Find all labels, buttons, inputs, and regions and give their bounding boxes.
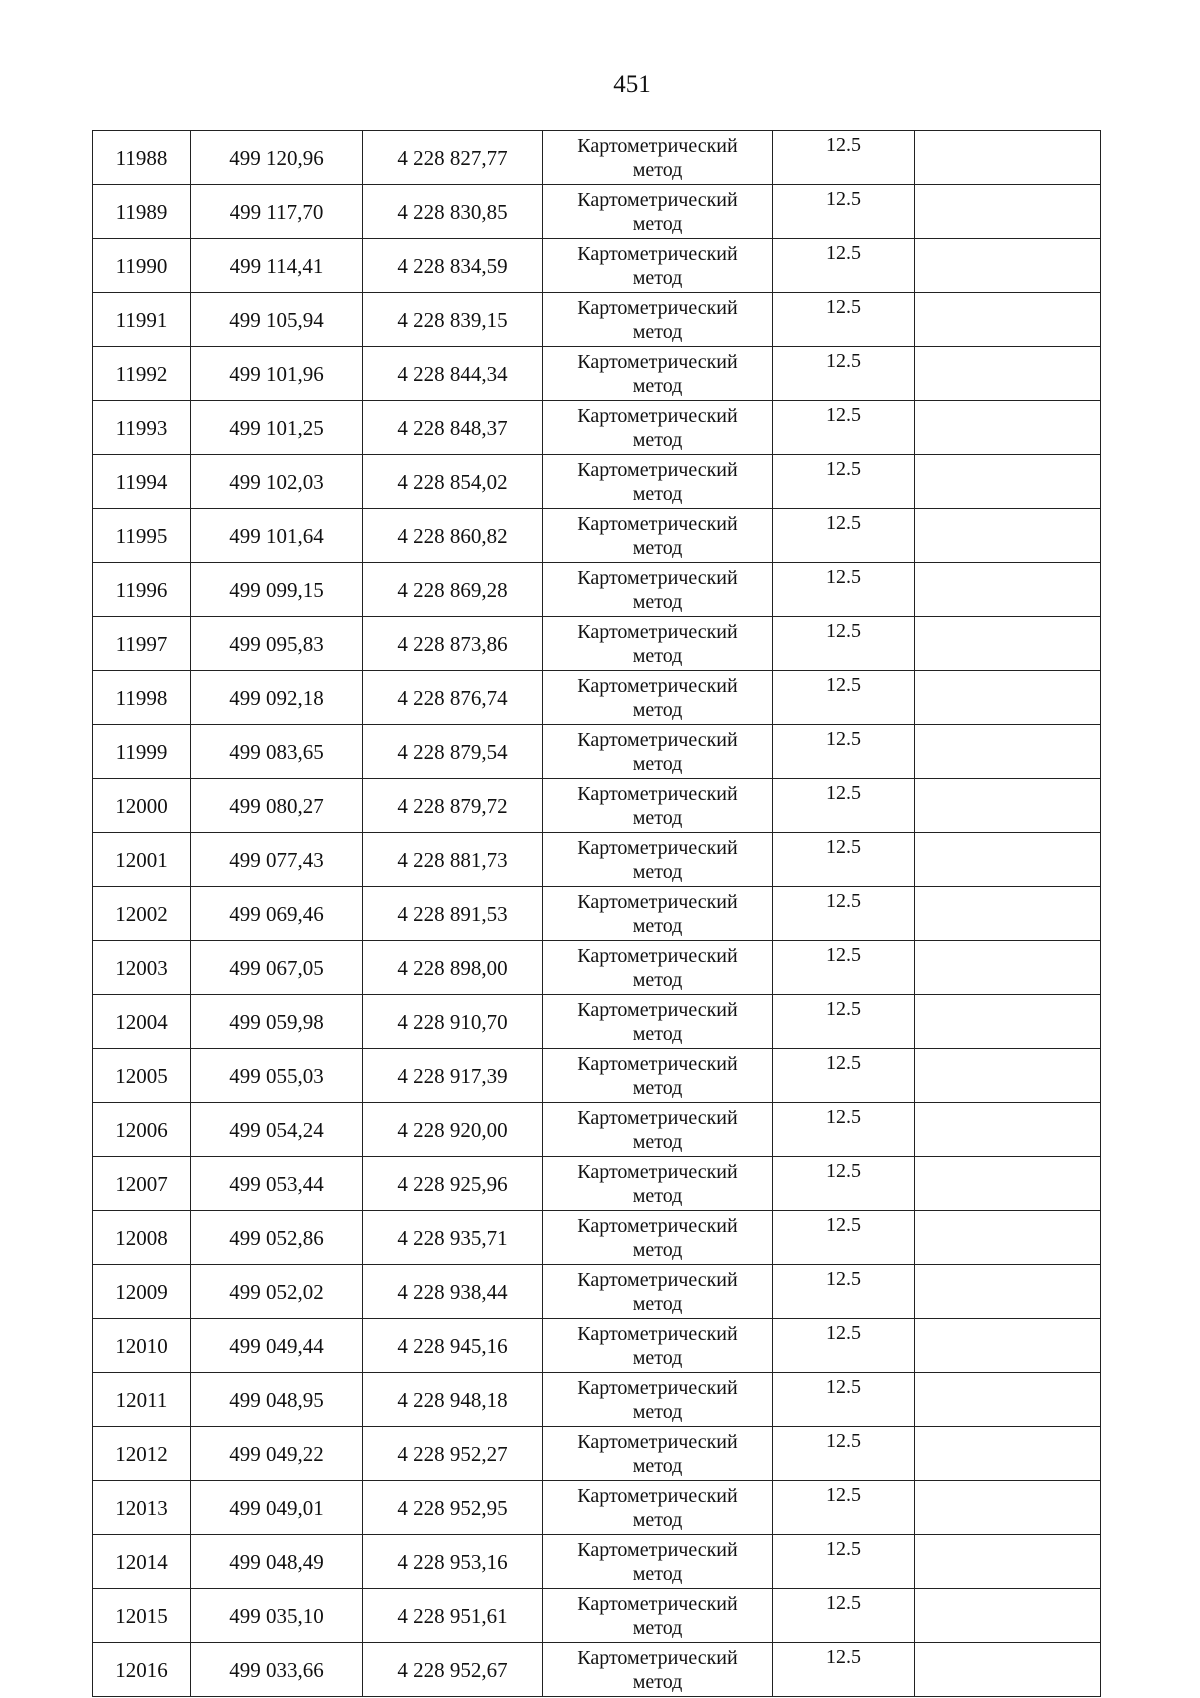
table-row <box>93 293 1101 347</box>
x-coordinate-cell: 499 052,02 <box>191 1265 363 1319</box>
method-line-1: Картометрический <box>577 728 738 751</box>
y-coordinate-cell: 4 228 917,39 <box>363 1049 543 1103</box>
table-row <box>93 1481 1101 1535</box>
method-cell <box>543 509 773 563</box>
method-cell <box>543 347 773 401</box>
note-cell <box>915 1373 1101 1427</box>
point-number-cell: 11999 <box>93 725 191 779</box>
point-number-cell: 12010 <box>93 1319 191 1373</box>
note-cell <box>915 509 1101 563</box>
y-coordinate-cell: 4 228 910,70 <box>363 995 543 1049</box>
method-line-2: метод <box>632 1616 683 1639</box>
method-cell <box>543 1589 773 1643</box>
x-coordinate-cell: 499 080,27 <box>191 779 363 833</box>
method-line-1: Картометрический <box>577 1106 738 1129</box>
note-cell <box>915 239 1101 293</box>
method-line-1: Картометрический <box>577 674 738 697</box>
x-coordinate-cell: 499 048,95 <box>191 1373 363 1427</box>
accuracy-cell: 12.5 <box>773 671 915 725</box>
method-cell <box>543 941 773 995</box>
method-line-1: Картометрический <box>577 512 738 535</box>
table-row <box>93 185 1101 239</box>
point-number-cell: 12009 <box>93 1265 191 1319</box>
accuracy-cell: 12.5 <box>773 1481 915 1535</box>
method-cell <box>543 833 773 887</box>
point-number-cell: 11994 <box>93 455 191 509</box>
method-line-2: метод <box>632 158 683 181</box>
method-cell <box>543 239 773 293</box>
point-number-cell: 11993 <box>93 401 191 455</box>
note-cell <box>915 671 1101 725</box>
x-coordinate-cell: 499 099,15 <box>191 563 363 617</box>
table-row <box>93 617 1101 671</box>
point-number-cell: 12004 <box>93 995 191 1049</box>
note-cell <box>915 941 1101 995</box>
point-number-cell: 11990 <box>93 239 191 293</box>
accuracy-cell: 12.5 <box>773 1535 915 1589</box>
method-line-2: метод <box>632 1292 683 1315</box>
x-coordinate-cell: 499 055,03 <box>191 1049 363 1103</box>
note-cell <box>915 1589 1101 1643</box>
x-coordinate-cell: 499 053,44 <box>191 1157 363 1211</box>
accuracy-cell: 12.5 <box>773 1049 915 1103</box>
method-line-2: метод <box>632 1238 683 1261</box>
accuracy-cell: 12.5 <box>773 1427 915 1481</box>
method-line-2: метод <box>632 1508 683 1531</box>
method-line-1: Картометрический <box>577 1376 738 1399</box>
y-coordinate-cell: 4 228 848,37 <box>363 401 543 455</box>
note-cell <box>915 1157 1101 1211</box>
table-row <box>93 1427 1101 1481</box>
table-row <box>93 563 1101 617</box>
method-line-2: метод <box>632 860 683 883</box>
point-number-cell: 11998 <box>93 671 191 725</box>
method-cell <box>543 1481 773 1535</box>
y-coordinate-cell: 4 228 935,71 <box>363 1211 543 1265</box>
method-line-1: Картометрический <box>577 836 738 859</box>
point-number-cell: 12013 <box>93 1481 191 1535</box>
accuracy-cell: 12.5 <box>773 563 915 617</box>
table-row <box>93 239 1101 293</box>
accuracy-cell: 12.5 <box>773 1319 915 1373</box>
method-line-2: метод <box>632 1346 683 1369</box>
method-line-1: Картометрический <box>577 998 738 1021</box>
point-number-cell: 12007 <box>93 1157 191 1211</box>
note-cell <box>915 455 1101 509</box>
accuracy-cell: 12.5 <box>773 887 915 941</box>
x-coordinate-cell: 499 048,49 <box>191 1535 363 1589</box>
note-cell <box>915 1103 1101 1157</box>
method-line-1: Картометрический <box>577 134 738 157</box>
y-coordinate-cell: 4 228 948,18 <box>363 1373 543 1427</box>
x-coordinate-cell: 499 049,01 <box>191 1481 363 1535</box>
method-line-2: метод <box>632 1670 683 1693</box>
accuracy-cell: 12.5 <box>773 293 915 347</box>
x-coordinate-cell: 499 052,86 <box>191 1211 363 1265</box>
x-coordinate-cell: 499 092,18 <box>191 671 363 725</box>
point-number-cell: 11991 <box>93 293 191 347</box>
method-line-1: Картометрический <box>577 1646 738 1669</box>
table-row <box>93 725 1101 779</box>
method-line-1: Картометрический <box>577 1268 738 1291</box>
point-number-cell: 12008 <box>93 1211 191 1265</box>
x-coordinate-cell: 499 105,94 <box>191 293 363 347</box>
method-line-2: метод <box>632 1130 683 1153</box>
x-coordinate-cell: 499 095,83 <box>191 617 363 671</box>
method-line-1: Картометрический <box>577 458 738 481</box>
method-cell <box>543 563 773 617</box>
method-cell <box>543 1535 773 1589</box>
note-cell <box>915 293 1101 347</box>
y-coordinate-cell: 4 228 952,67 <box>363 1643 543 1697</box>
x-coordinate-cell: 499 049,22 <box>191 1427 363 1481</box>
method-line-2: метод <box>632 1076 683 1099</box>
method-cell <box>543 1643 773 1697</box>
table-row <box>93 1643 1101 1697</box>
table-row <box>93 1103 1101 1157</box>
accuracy-cell: 12.5 <box>773 401 915 455</box>
table-row <box>93 887 1101 941</box>
method-cell <box>543 725 773 779</box>
method-line-1: Картометрический <box>577 1322 738 1345</box>
method-line-2: метод <box>632 1562 683 1585</box>
accuracy-cell: 12.5 <box>773 1643 915 1697</box>
table-row <box>93 1319 1101 1373</box>
note-cell <box>915 725 1101 779</box>
method-cell <box>543 1211 773 1265</box>
method-line-2: метод <box>632 212 683 235</box>
x-coordinate-cell: 499 067,05 <box>191 941 363 995</box>
method-line-1: Картометрический <box>577 404 738 427</box>
y-coordinate-cell: 4 228 854,02 <box>363 455 543 509</box>
method-cell <box>543 617 773 671</box>
accuracy-cell: 12.5 <box>773 347 915 401</box>
method-line-1: Картометрический <box>577 1214 738 1237</box>
accuracy-cell: 12.5 <box>773 617 915 671</box>
point-number-cell: 12016 <box>93 1643 191 1697</box>
method-cell <box>543 401 773 455</box>
method-line-2: метод <box>632 266 683 289</box>
y-coordinate-cell: 4 228 869,28 <box>363 563 543 617</box>
x-coordinate-cell: 499 069,46 <box>191 887 363 941</box>
method-line-2: метод <box>632 320 683 343</box>
method-line-2: метод <box>632 536 683 559</box>
x-coordinate-cell: 499 033,66 <box>191 1643 363 1697</box>
accuracy-cell: 12.5 <box>773 995 915 1049</box>
point-number-cell: 12005 <box>93 1049 191 1103</box>
method-line-1: Картометрический <box>577 1538 738 1561</box>
table-row <box>93 1211 1101 1265</box>
note-cell <box>915 401 1101 455</box>
point-number-cell: 11989 <box>93 185 191 239</box>
note-cell <box>915 887 1101 941</box>
table-row <box>93 779 1101 833</box>
point-number-cell: 12003 <box>93 941 191 995</box>
y-coordinate-cell: 4 228 938,44 <box>363 1265 543 1319</box>
method-line-2: метод <box>632 698 683 721</box>
y-coordinate-cell: 4 228 951,61 <box>363 1589 543 1643</box>
accuracy-cell: 12.5 <box>773 1157 915 1211</box>
y-coordinate-cell: 4 228 834,59 <box>363 239 543 293</box>
accuracy-cell: 12.5 <box>773 131 915 185</box>
method-line-1: Картометрический <box>577 350 738 373</box>
page-number: 451 <box>613 71 651 98</box>
y-coordinate-cell: 4 228 860,82 <box>363 509 543 563</box>
note-cell <box>915 779 1101 833</box>
table-row <box>93 941 1101 995</box>
y-coordinate-cell: 4 228 839,15 <box>363 293 543 347</box>
method-line-2: метод <box>632 968 683 991</box>
x-coordinate-cell: 499 083,65 <box>191 725 363 779</box>
x-coordinate-cell: 499 054,24 <box>191 1103 363 1157</box>
table-row <box>93 509 1101 563</box>
table-row <box>93 1265 1101 1319</box>
x-coordinate-cell: 499 117,70 <box>191 185 363 239</box>
table-row <box>93 347 1101 401</box>
method-line-2: метод <box>632 806 683 829</box>
note-cell <box>915 1319 1101 1373</box>
y-coordinate-cell: 4 228 879,54 <box>363 725 543 779</box>
note-cell <box>915 1211 1101 1265</box>
x-coordinate-cell: 499 102,03 <box>191 455 363 509</box>
method-cell <box>543 1373 773 1427</box>
point-number-cell: 12006 <box>93 1103 191 1157</box>
accuracy-cell: 12.5 <box>773 941 915 995</box>
coordinates-table <box>92 130 1101 1697</box>
method-line-1: Картометрический <box>577 782 738 805</box>
note-cell <box>915 1535 1101 1589</box>
method-cell <box>543 455 773 509</box>
y-coordinate-cell: 4 228 891,53 <box>363 887 543 941</box>
method-cell <box>543 1049 773 1103</box>
x-coordinate-cell: 499 077,43 <box>191 833 363 887</box>
method-line-2: метод <box>632 644 683 667</box>
note-cell <box>915 1049 1101 1103</box>
method-line-1: Картометрический <box>577 296 738 319</box>
point-number-cell: 11996 <box>93 563 191 617</box>
y-coordinate-cell: 4 228 827,77 <box>363 131 543 185</box>
method-line-2: метод <box>632 590 683 613</box>
x-coordinate-cell: 499 049,44 <box>191 1319 363 1373</box>
point-number-cell: 11997 <box>93 617 191 671</box>
note-cell <box>915 1481 1101 1535</box>
y-coordinate-cell: 4 228 920,00 <box>363 1103 543 1157</box>
x-coordinate-cell: 499 101,96 <box>191 347 363 401</box>
method-line-2: метод <box>632 1454 683 1477</box>
point-number-cell: 11992 <box>93 347 191 401</box>
table-row <box>93 833 1101 887</box>
x-coordinate-cell: 499 114,41 <box>191 239 363 293</box>
note-cell <box>915 995 1101 1049</box>
note-cell <box>915 1427 1101 1481</box>
y-coordinate-cell: 4 228 830,85 <box>363 185 543 239</box>
method-cell <box>543 1319 773 1373</box>
method-line-2: метод <box>632 482 683 505</box>
accuracy-cell: 12.5 <box>773 1589 915 1643</box>
point-number-cell: 12011 <box>93 1373 191 1427</box>
point-number-cell: 12015 <box>93 1589 191 1643</box>
y-coordinate-cell: 4 228 945,16 <box>363 1319 543 1373</box>
method-line-2: метод <box>632 428 683 451</box>
x-coordinate-cell: 499 101,64 <box>191 509 363 563</box>
point-number-cell: 12002 <box>93 887 191 941</box>
method-line-1: Картометрический <box>577 1430 738 1453</box>
method-line-1: Картометрический <box>577 620 738 643</box>
method-line-1: Картометрический <box>577 188 738 211</box>
method-cell <box>543 293 773 347</box>
y-coordinate-cell: 4 228 844,34 <box>363 347 543 401</box>
table-row <box>93 1535 1101 1589</box>
method-line-2: метод <box>632 1400 683 1423</box>
table-row <box>93 995 1101 1049</box>
note-cell <box>915 1265 1101 1319</box>
method-cell <box>543 887 773 941</box>
accuracy-cell: 12.5 <box>773 455 915 509</box>
method-line-2: метод <box>632 914 683 937</box>
accuracy-cell: 12.5 <box>773 509 915 563</box>
accuracy-cell: 12.5 <box>773 239 915 293</box>
table-row <box>93 401 1101 455</box>
table-row <box>93 1373 1101 1427</box>
note-cell <box>915 617 1101 671</box>
method-line-1: Картометрический <box>577 566 738 589</box>
table-row <box>93 671 1101 725</box>
point-number-cell: 12014 <box>93 1535 191 1589</box>
method-line-2: метод <box>632 1184 683 1207</box>
point-number-cell: 11988 <box>93 131 191 185</box>
table-row <box>93 1049 1101 1103</box>
method-line-1: Картометрический <box>577 1160 738 1183</box>
method-cell <box>543 1157 773 1211</box>
x-coordinate-cell: 499 059,98 <box>191 995 363 1049</box>
accuracy-cell: 12.5 <box>773 725 915 779</box>
note-cell <box>915 833 1101 887</box>
note-cell <box>915 347 1101 401</box>
point-number-cell: 12012 <box>93 1427 191 1481</box>
accuracy-cell: 12.5 <box>773 185 915 239</box>
y-coordinate-cell: 4 228 952,95 <box>363 1481 543 1535</box>
x-coordinate-cell: 499 120,96 <box>191 131 363 185</box>
table-row <box>93 1589 1101 1643</box>
method-cell <box>543 131 773 185</box>
y-coordinate-cell: 4 228 876,74 <box>363 671 543 725</box>
x-coordinate-cell: 499 101,25 <box>191 401 363 455</box>
method-line-1: Картометрический <box>577 1592 738 1615</box>
note-cell <box>915 185 1101 239</box>
method-cell <box>543 671 773 725</box>
table-row <box>93 455 1101 509</box>
method-line-1: Картометрический <box>577 1052 738 1075</box>
accuracy-cell: 12.5 <box>773 1373 915 1427</box>
point-number-cell: 12001 <box>93 833 191 887</box>
x-coordinate-cell: 499 035,10 <box>191 1589 363 1643</box>
table-body <box>93 131 1101 1697</box>
accuracy-cell: 12.5 <box>773 833 915 887</box>
method-line-1: Картометрический <box>577 242 738 265</box>
y-coordinate-cell: 4 228 879,72 <box>363 779 543 833</box>
note-cell <box>915 1643 1101 1697</box>
method-cell <box>543 995 773 1049</box>
method-cell <box>543 185 773 239</box>
note-cell <box>915 563 1101 617</box>
accuracy-cell: 12.5 <box>773 779 915 833</box>
accuracy-cell: 12.5 <box>773 1211 915 1265</box>
table-row <box>93 131 1101 185</box>
table-row <box>93 1157 1101 1211</box>
method-line-2: метод <box>632 1022 683 1045</box>
y-coordinate-cell: 4 228 925,96 <box>363 1157 543 1211</box>
note-cell <box>915 131 1101 185</box>
method-cell <box>543 1103 773 1157</box>
y-coordinate-cell: 4 228 952,27 <box>363 1427 543 1481</box>
method-line-1: Картометрический <box>577 1484 738 1507</box>
accuracy-cell: 12.5 <box>773 1103 915 1157</box>
method-line-2: метод <box>632 752 683 775</box>
method-line-1: Картометрический <box>577 890 738 913</box>
method-line-1: Картометрический <box>577 944 738 967</box>
method-line-2: метод <box>632 374 683 397</box>
point-number-cell: 11995 <box>93 509 191 563</box>
y-coordinate-cell: 4 228 873,86 <box>363 617 543 671</box>
method-cell <box>543 1427 773 1481</box>
accuracy-cell: 12.5 <box>773 1265 915 1319</box>
method-cell <box>543 779 773 833</box>
y-coordinate-cell: 4 228 881,73 <box>363 833 543 887</box>
method-cell <box>543 1265 773 1319</box>
y-coordinate-cell: 4 228 898,00 <box>363 941 543 995</box>
y-coordinate-cell: 4 228 953,16 <box>363 1535 543 1589</box>
point-number-cell: 12000 <box>93 779 191 833</box>
